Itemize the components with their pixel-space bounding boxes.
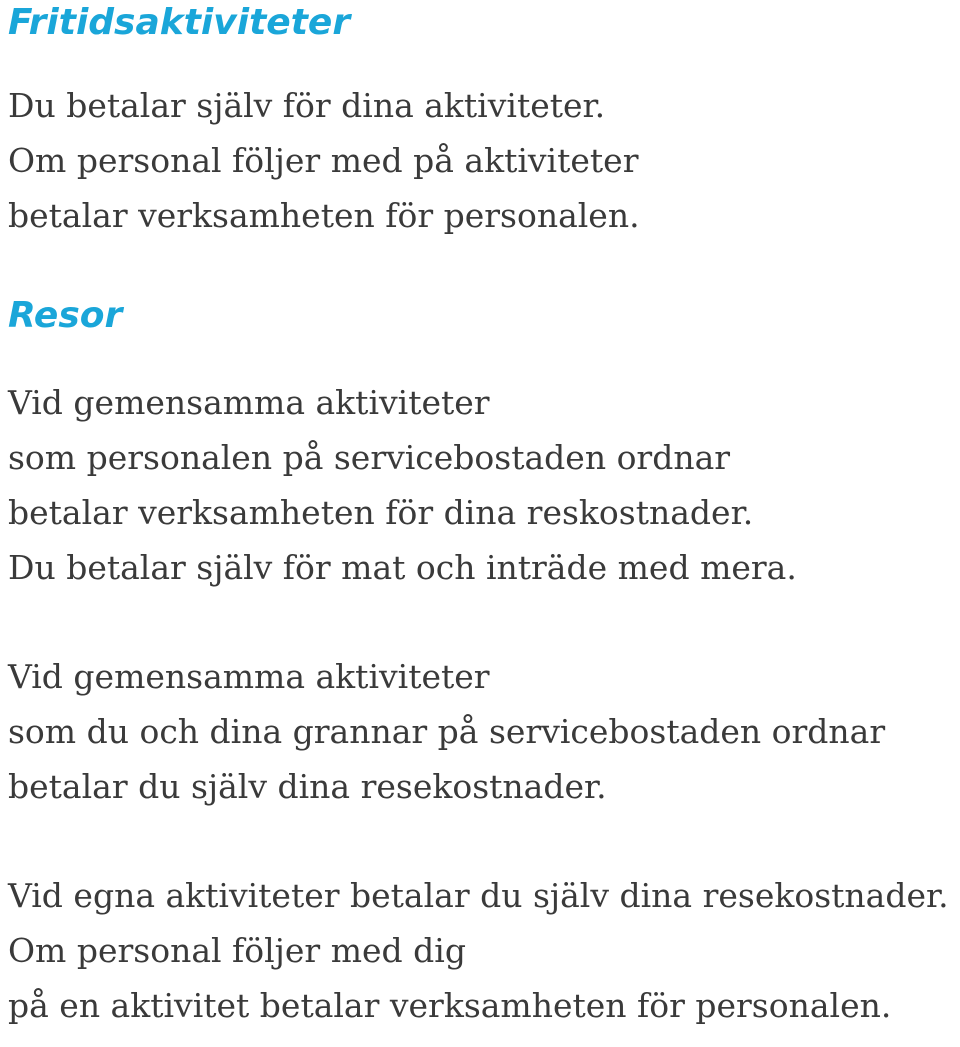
section-heading-resor: Resor	[8, 295, 123, 336]
section-heading-fritidsaktiviteter: Fritidsaktiviteter	[8, 2, 351, 43]
text-line: Om personal följer med på aktiviteter	[8, 141, 639, 180]
text-line: Du betalar själv för mat och inträde med mera.	[8, 548, 797, 587]
paragraph-neighbor-organized-trips	[8, 649, 956, 814]
paragraph-own-activity-trips	[8, 868, 956, 1033]
text-line: som du och dina grannar på servicebostaden ordnar	[8, 712, 886, 751]
text-line: Vid gemensamma aktiviteter	[8, 657, 490, 696]
text-line: Vid gemensamma aktiviteter	[8, 383, 490, 422]
text-line: betalar verksamheten för personalen.	[8, 196, 640, 235]
text-line: som personalen på servicebostaden ordnar	[8, 438, 731, 477]
document-page	[8, 0, 956, 1033]
text-line: Vid egna aktiviteter betalar du själv dina resekostnader.	[8, 876, 949, 915]
text-line: på en aktivitet betalar verksamheten för personalen.	[8, 986, 892, 1025]
text-line: Om personal följer med dig	[8, 931, 466, 970]
paragraph-staff-organized-trips	[8, 375, 956, 595]
paragraph-activities-cost	[8, 78, 956, 243]
text-line: betalar du själv dina resekostnader.	[8, 767, 607, 806]
text-line: betalar verksamheten för dina reskostnader.	[8, 493, 754, 532]
text-line: Du betalar själv för dina aktiviteter.	[8, 86, 606, 125]
